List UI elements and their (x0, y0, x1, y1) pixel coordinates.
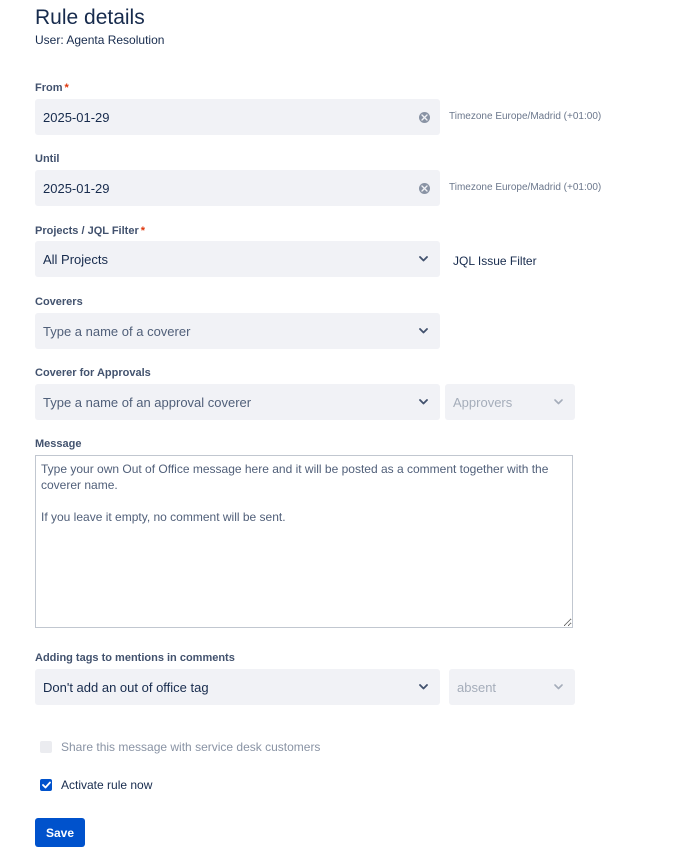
message-textarea[interactable] (35, 455, 573, 628)
page-title: Rule details (35, 6, 145, 29)
save-button[interactable]: Save (35, 818, 85, 847)
coverers-placeholder: Type a name of a coverer (43, 323, 191, 339)
until-date-value: 2025-01-29 (43, 180, 110, 196)
activate-checkbox-row[interactable] (40, 778, 152, 792)
clear-icon[interactable] (419, 112, 430, 123)
coverers-select[interactable] (35, 313, 440, 349)
tag-status-placeholder: absent (457, 679, 497, 695)
tags-selected-value: Don't add an out of office tag (43, 679, 209, 695)
chevron-down-icon (419, 399, 428, 405)
tag-status-select[interactable] (449, 669, 575, 705)
share-checkbox-row (40, 740, 320, 754)
until-date-input[interactable] (35, 170, 440, 206)
approvals-label: Coverer for Approvals (35, 367, 151, 379)
tags-select[interactable] (35, 669, 440, 705)
chevron-down-icon (419, 684, 428, 690)
projects-select[interactable] (35, 241, 440, 277)
chevron-down-icon (419, 328, 428, 334)
from-timezone: Timezone Europe/Madrid (+01:00) (449, 111, 602, 122)
message-label: Message (35, 438, 82, 450)
until-timezone: Timezone Europe/Madrid (+01:00) (449, 182, 602, 193)
chevron-down-icon (419, 256, 428, 262)
clear-icon[interactable] (419, 183, 430, 194)
from-date-value: 2025-01-29 (43, 109, 110, 125)
tags-label: Adding tags to mentions in comments (35, 652, 235, 664)
activate-checkbox-label[interactable]: Activate rule now (61, 778, 153, 792)
activate-checkbox[interactable] (40, 779, 52, 791)
projects-label: Projects / JQL Filter * (35, 225, 146, 237)
from-label: From * (35, 82, 69, 94)
approval-coverer-select[interactable] (35, 384, 440, 420)
chevron-down-icon (554, 399, 563, 405)
share-checkbox-label: Share this message with service desk customers (61, 740, 321, 754)
from-date-input[interactable] (35, 99, 440, 135)
approval-coverer-placeholder: Type a name of an approval coverer (43, 394, 252, 410)
required-mark: * (64, 82, 69, 94)
user-subtitle: User: Agenta Resolution (35, 33, 165, 47)
coverers-label: Coverers (35, 296, 83, 308)
required-mark: * (140, 225, 146, 237)
approvers-placeholder: Approvers (453, 394, 513, 410)
chevron-down-icon (554, 684, 563, 690)
approvers-select[interactable] (445, 384, 575, 420)
projects-selected-value: All Projects (43, 251, 109, 267)
share-checkbox (40, 741, 52, 753)
jql-issue-filter-link[interactable]: JQL Issue Filter (453, 254, 537, 268)
until-label: Until (35, 153, 60, 165)
